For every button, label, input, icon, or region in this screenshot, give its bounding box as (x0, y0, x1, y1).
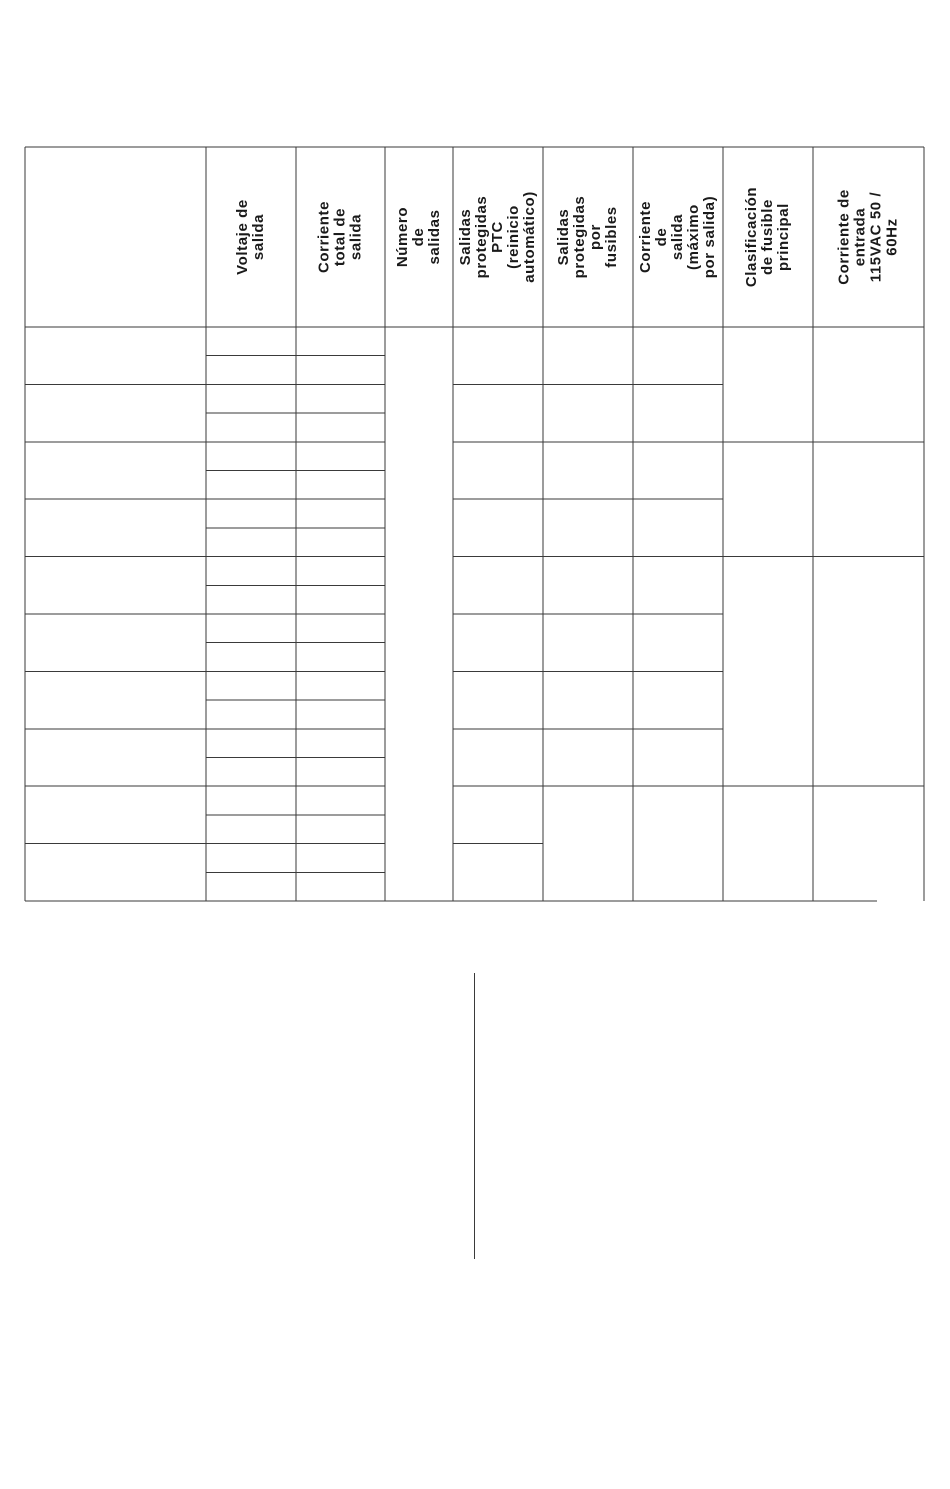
header-number-of-outputs (385, 147, 453, 327)
header-label-output-current-per-output: Corriente de salida (máximo por salida) (637, 195, 718, 279)
header-label-output-voltage: Voltaje de salida (234, 199, 267, 275)
header-label-number-of-outputs: Número de salidas (394, 206, 443, 268)
header-model (25, 147, 206, 327)
header-input-current (813, 147, 924, 327)
header-fuse-protected-outputs (543, 147, 633, 327)
column-divider-line (474, 973, 475, 1259)
header-total-output-current (296, 147, 385, 327)
header-label-input-current: Corriente de entrada 115VAC 50 / 60Hz (835, 189, 901, 285)
header-output-current-per-output (633, 147, 723, 327)
header-label-total-output-current: Corriente total de salida (315, 200, 365, 274)
header-label-main-fuse-rating: Clasificación de fusible principal (743, 186, 792, 288)
header-output-voltage (206, 147, 296, 327)
header-label-fuse-protected-outputs: Salidas protegidas por fusibles (555, 195, 620, 279)
header-main-fuse-rating (723, 147, 813, 327)
header-label-ptc-protected-outputs: Salidas protegidas PTC (reinicio automático) (457, 191, 539, 283)
header-ptc-protected-outputs (453, 147, 543, 327)
